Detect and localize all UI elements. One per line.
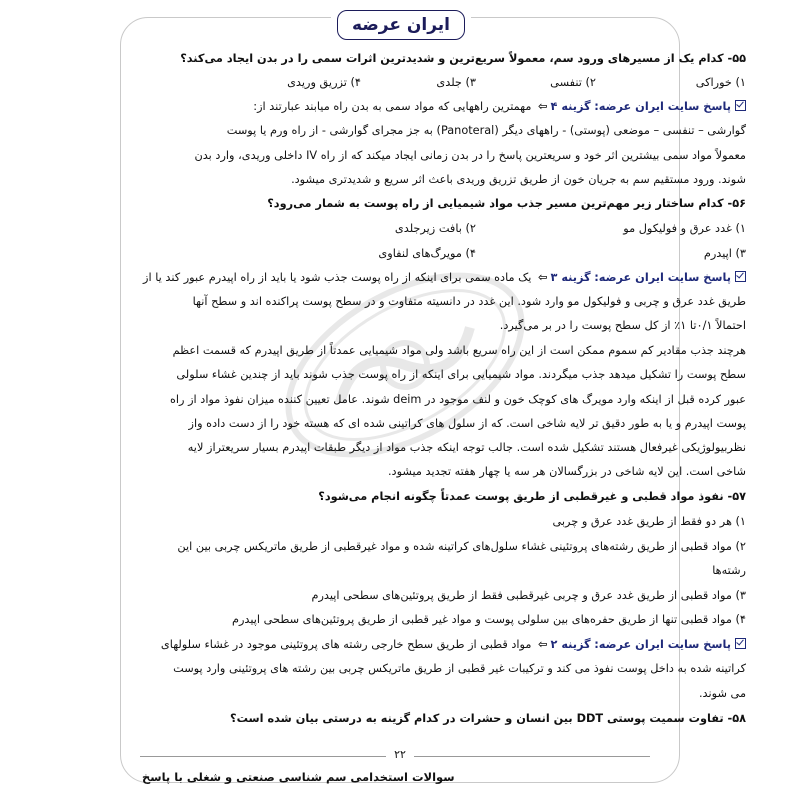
answer-label: پاسخ سایت ایران عرضه: bbox=[594, 638, 731, 651]
arrow-left-icon: ⇦ bbox=[538, 638, 548, 651]
logo-badge bbox=[337, 10, 465, 40]
logo-text: ایران عرضه bbox=[352, 15, 450, 35]
text-line: عبور کرده قبل از اینکه وارد مویرگ های کوچک خون و لنف موجود در deim شوند. عامل تعیین کننده میزان نفوذ مواد از راه bbox=[170, 393, 746, 406]
q57-option-2-cont: رشته‌ها bbox=[712, 564, 746, 577]
q56-option-1: ۱) غدد عرق و فولیکول مو bbox=[623, 222, 746, 235]
text-line: می شوند. bbox=[698, 687, 746, 700]
q56-option-2: ۲) بافت زیرجلدی bbox=[394, 222, 476, 235]
answer-57 bbox=[161, 637, 746, 652]
q55-option-4: ۴) تزریق وریدی bbox=[287, 76, 361, 89]
question-55: ۵۵- کدام یک از مسیرهای ورود سم، معمولاً سریع‌ترین و شدیدترین اثرات سمی را در بدن ایجاد می‌کند؟ bbox=[180, 52, 746, 65]
q55-option-3: ۳) جلدی bbox=[436, 76, 476, 89]
question-58: ۵۸- تفاوت سمیت پوستی DDT بین انسان و حشرات در کدام گزینه به درستی بیان شده است؟ bbox=[230, 712, 746, 725]
q56-option-3: ۳) اپیدرم bbox=[703, 247, 746, 260]
q57-option-3: ۳) مواد قطبی از طریق غدد عرق و چربی غیرقطبی فقط از طریق پروتئین‌های سطحی اپیدرم bbox=[311, 589, 746, 602]
text-line: شوند. ورود مستقیم سم به جریان خون از طریق تزریق وریدی باعث اثر سریع و شدیدتری میشود. bbox=[291, 173, 746, 186]
q57-option-1: ۱) هر دو فقط از طریق غدد عرق و چربی bbox=[552, 515, 746, 528]
question-56: ۵۶- کدام ساختار زیر مهم‌ترین مسیر جذب مواد شیمیایی از راه پوست به شمار می‌رود؟ bbox=[267, 197, 746, 210]
text-line: نظربیولوژیکی غیرفعال هستند تشکیل شده است. جالب توجه اینکه جذب مواد از دیگر طبقات اپیدرم بسیار سریعتراز لایه bbox=[187, 441, 746, 454]
header-logo bbox=[331, 8, 471, 42]
text-line: طریق غدد عرق و چربی و فولیکول مو وارد شود. این غدد در دانسیته متفاوت و در سطح پوست پراکنده اند و سطح آنها bbox=[192, 295, 746, 308]
text-line: کراتینه شده به داخل پوست نفوذ می کند و ترکیبات غیر قطبی از طریق ماتریکس چربی بین رشته های پروتئینی وارد پوست bbox=[173, 662, 746, 675]
q57-option-4: ۴) مواد قطبی تنها از طریق حفره‌های بین سلولی پوست و مواد غیر قطبی از طریق پروتئین‌های سطحی اپیدرم bbox=[231, 613, 746, 626]
answer-label: پاسخ سایت ایران عرضه: bbox=[594, 100, 731, 113]
text-line: گوارشی – تنفسی – موضعی (پوستی) - راههای دیگر (Panoteral) به جز مجرای گوارشی - از راه ورم یا پوست bbox=[226, 124, 746, 137]
footer-title: سوالات استخدامی سم شناسی صنعتی و شغلی با پاسخ bbox=[142, 770, 455, 784]
answer-text: مواد قطبی از طریق سطح خارجی رشته های پروتئینی موجود در غشاء سلولهای bbox=[160, 638, 532, 651]
checkbox-icon bbox=[735, 100, 746, 111]
q55-option-2: ۲) تنفسی bbox=[550, 76, 596, 89]
answer-choice: گزینه ۴ bbox=[550, 100, 591, 113]
text-line: پوست اپیدرم و یا به طور دقیق تر لایه شاخی است. که از سلول های کراتینی شده ای که هسته خود را از دست داده واز bbox=[188, 417, 746, 430]
checkbox-icon bbox=[735, 638, 746, 649]
q56-option-4: ۴) مویرگ‌های لنفاوی bbox=[378, 247, 476, 260]
text-line: معمولاً مواد سمی بیشترین اثر خود و سریعترین پاسخ را در بدن زمانی ایجاد میکند که از راه IV داخلی وریدی، وارد بدن bbox=[194, 149, 746, 162]
q55-option-1: ۱) خوراکی bbox=[695, 76, 746, 89]
answer-choice: گزینه ۲ bbox=[550, 638, 591, 651]
page-number-text: ۲۲ bbox=[386, 748, 414, 761]
page-number bbox=[0, 748, 800, 761]
arrow-left-icon: ⇦ bbox=[538, 100, 548, 113]
answer-56 bbox=[143, 270, 746, 285]
text-line: هرچند جذب مقادیر کم سموم ممکن است از این راه سریع باشد ولی مواد شیمیایی عمدتاً از طریق اپیدرم که قسمت اعظم bbox=[172, 344, 746, 357]
answer-text: یک ماده سمی برای اینکه از راه پوست جذب شود یا باید از راه اپیدرم عبور کند یا از bbox=[143, 271, 532, 284]
text-line: احتمالاً ۰/۱تا ۱٪ از کل سطح پوست را در بر می‌گیرد. bbox=[499, 319, 746, 332]
text-line: سطح پوست را تشکیل میدهد جذب میگردند. مواد شیمیایی برای اینکه از راه پوست جذب شوند باید از چندین غشاء سلولی bbox=[176, 368, 746, 381]
answer-55 bbox=[253, 99, 746, 114]
question-57: ۵۷- نفوذ مواد قطبی و غیرقطبی از طریق پوست عمدتاً چگونه انجام می‌شود؟ bbox=[318, 490, 746, 503]
checkbox-icon bbox=[735, 271, 746, 282]
answer-choice: گزینه ۳ bbox=[550, 271, 591, 284]
q57-option-2: ۲) مواد قطبی از طریق رشته‌های پروتئینی غشاء سلول‌های کراتینه شده و مواد غیرقطبی از طریق ماتریکس چربی بین این bbox=[177, 540, 746, 553]
arrow-left-icon: ⇦ bbox=[538, 271, 548, 284]
answer-text: مهمترین راههایی که مواد سمی به بدن راه میابند عبارتند از: bbox=[253, 100, 532, 113]
text-line: شاخی است. این لایه شاخی در بزرگسالان هر سه یا چهار هفته تجدید میشود. bbox=[387, 465, 746, 478]
answer-label: پاسخ سایت ایران عرضه: bbox=[594, 271, 731, 284]
